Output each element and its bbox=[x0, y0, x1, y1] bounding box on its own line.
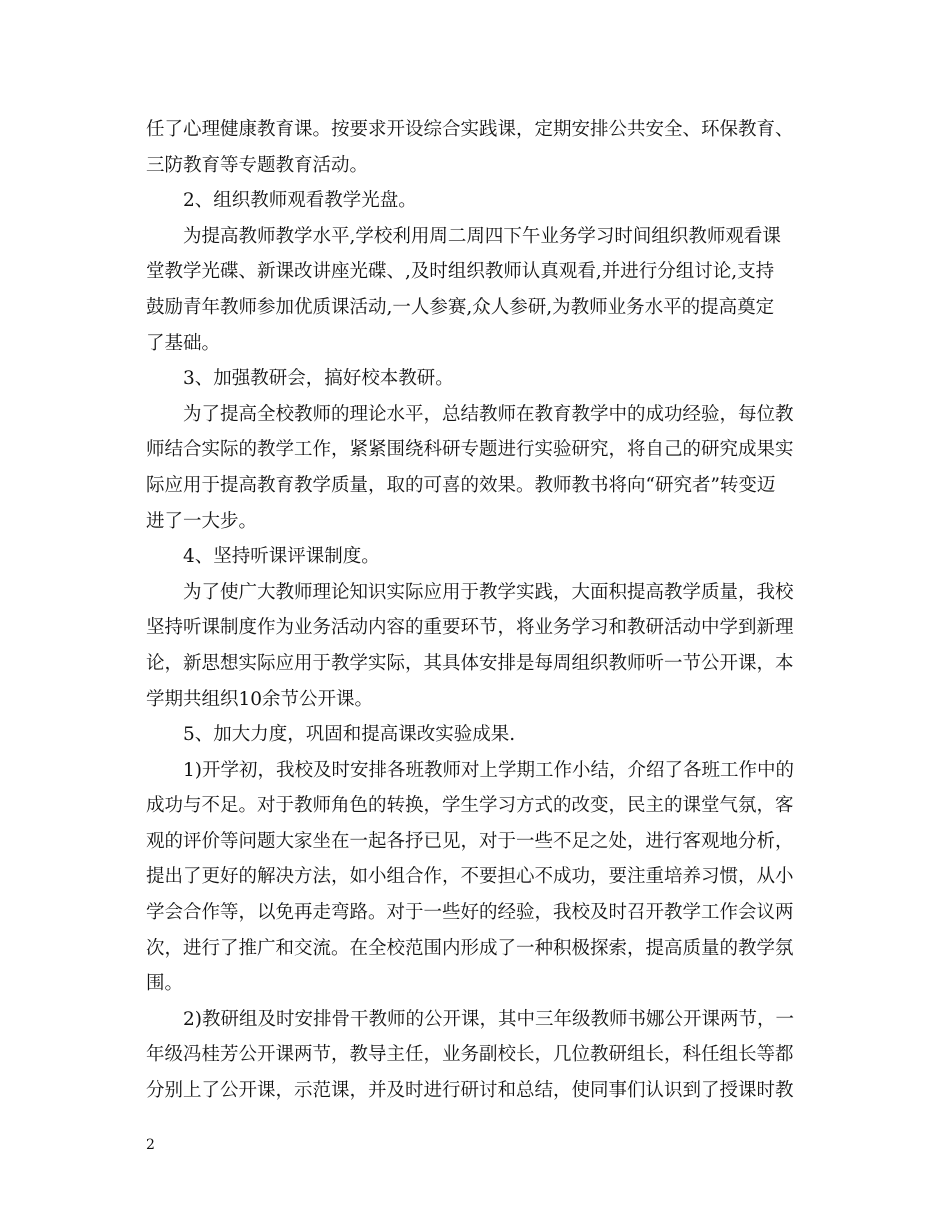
text-line: 1)开学初，我校及时安排各班教师对上学期工作小结，介绍了各班工作中的 bbox=[183, 759, 794, 781]
text-line: 观的评价等问题大家坐在一起各抒已见，对于一些不足之处，进行客观地分析， bbox=[146, 830, 794, 852]
text-line: 堂教学光碟、新课改讲座光碟、,及时组织教师认真观看,并进行分组讨论,支持 bbox=[146, 261, 775, 283]
text-line: 年级冯桂芳公开课两节，教导主任，业务副校长，几位教研组长，科任组长等都 bbox=[146, 1044, 794, 1066]
text-line: 学期共组织10余节公开课。 bbox=[146, 688, 374, 710]
text-line: 为提高教师教学水平,学校利用周二周四下午业务学习时间组织教师观看课 bbox=[183, 225, 781, 247]
page-number: 2 bbox=[146, 1137, 155, 1153]
text-line: 论，新思想实际应用于教学实际，其具体安排是每周组织教师听一节公开课，本 bbox=[146, 652, 794, 674]
text-line: 为了使广大教师理论知识实际应用于教学实践，大面积提高教学质量，我校 bbox=[183, 581, 794, 603]
text-line: 提出了更好的解决方法，如小组合作，不要担心不成功，要注重培养习惯，从小 bbox=[146, 866, 794, 888]
text-line: 分别上了公开课，示范课，并及时进行研讨和总结，使同事们认识到了授课时教 bbox=[146, 1080, 794, 1102]
text-line: 5、加大力度，巩固和提高课改实验成果. bbox=[183, 724, 516, 746]
text-line: 师结合实际的教学工作，紧紧围绕科研专题进行实验研究，将自己的研究成果实 bbox=[146, 439, 794, 461]
text-line: 三防教育等专题教育活动。 bbox=[146, 154, 369, 176]
text-line: 成功与不足。对于教师角色的转换，学生学习方式的改变，民主的课堂气氛，客 bbox=[146, 795, 794, 817]
text-line: 了基础。 bbox=[146, 332, 221, 354]
text-line: 次，进行了推广和交流。在全校范围内形成了一种积极探索，提高质量的教学氛 bbox=[146, 937, 794, 959]
text-line: 2)教研组及时安排骨干教师的公开课，其中三年级教师书娜公开课两节，一 bbox=[183, 1008, 794, 1030]
text-line: 2、组织教师观看教学光盘。 bbox=[183, 190, 417, 212]
text-line: 学会合作等，以免再走弯路。对于一些好的经验，我校及时召开教学工作会议两 bbox=[146, 902, 794, 924]
text-line: 任了心理健康教育课。按要求开设综合实践课，定期安排公共安全、环保教育、 bbox=[146, 119, 794, 140]
text-line: 4、坚持听课评课制度。 bbox=[183, 546, 380, 568]
text-line: 鼓励青年教师参加优质课活动,一人参赛,众人参研,为教师业务水平的提高奠定 bbox=[146, 296, 775, 318]
text-line: 为了提高全校教师的理论水平，总结教师在教育教学中的成功经验，每位教 bbox=[183, 403, 794, 425]
text-line: 坚持听课制度作为业务活动内容的重要环节，将业务学习和教研活动中学到新理 bbox=[146, 617, 794, 639]
text-line: 进了一大步。 bbox=[146, 510, 258, 532]
text-line: 际应用于提高教育教学质量，取的可喜的效果。教师教书将向“研究者”转变迈 bbox=[146, 474, 776, 496]
document-body bbox=[146, 112, 802, 1109]
text-line: 围。 bbox=[146, 973, 184, 995]
text-line: 3、加强教研会，搞好校本教研。 bbox=[183, 368, 454, 390]
